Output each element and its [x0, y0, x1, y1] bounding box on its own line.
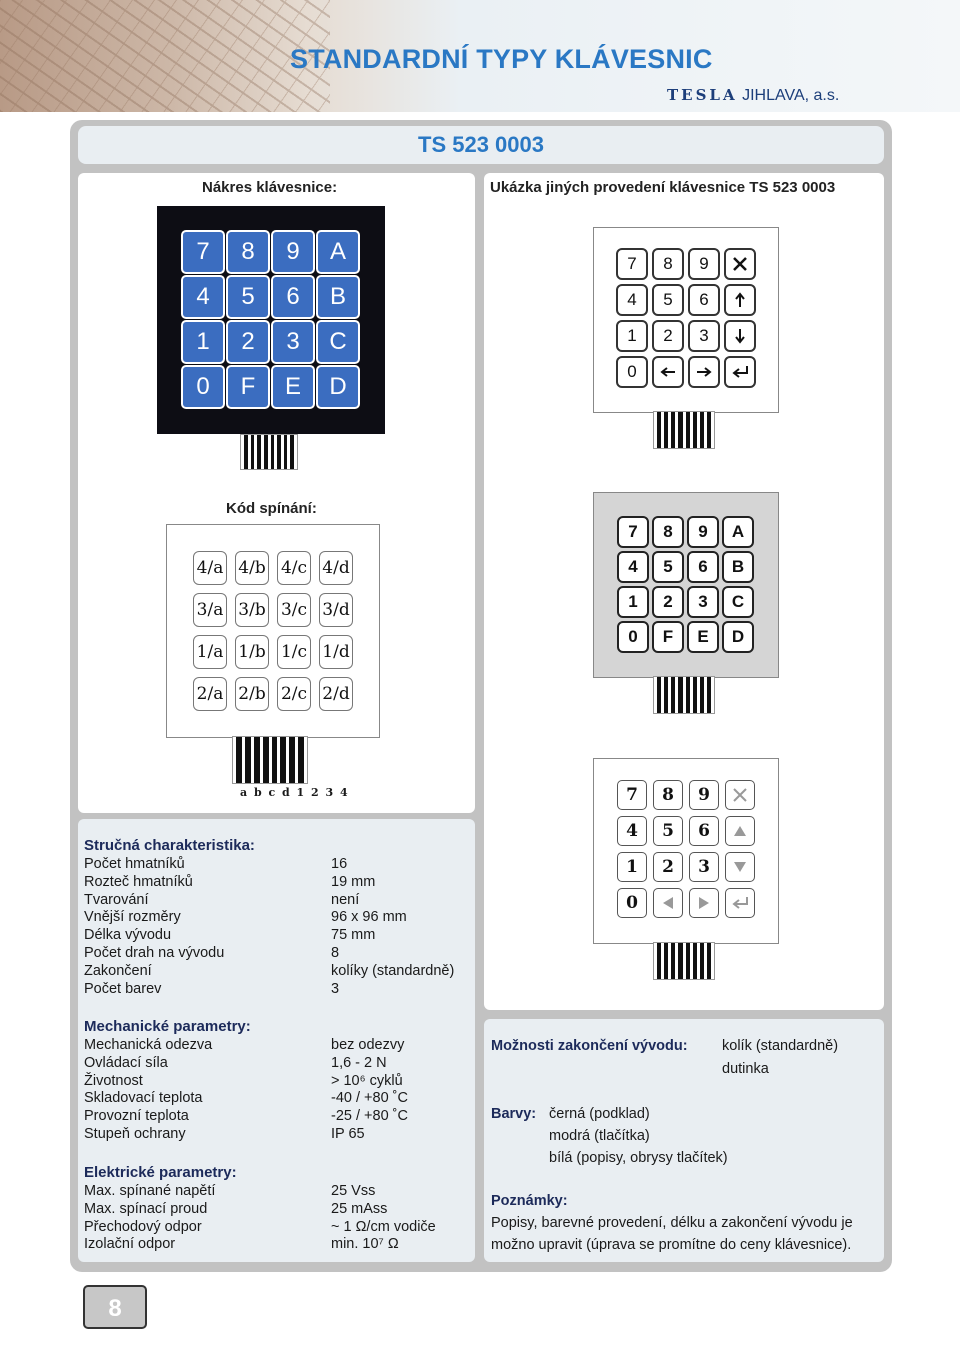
key: 7: [181, 230, 225, 274]
spec-value: 1,6 - 2 N: [331, 1054, 387, 1071]
key: 6: [688, 284, 720, 316]
key: 3/b: [235, 593, 269, 627]
spec-key: Max. spínací proud: [84, 1200, 208, 1217]
switch-code-label: Kód spínání:: [226, 500, 317, 517]
triangle-right-icon: [689, 888, 719, 918]
spec-key: Izolační odpor: [84, 1236, 176, 1253]
spec-row: [84, 980, 464, 998]
key: 4/d: [319, 551, 353, 585]
spec-value: bez odezvy: [331, 1037, 405, 1053]
spec-row: [84, 1089, 464, 1107]
spec-value: 19 mm: [331, 873, 376, 890]
key: 1/d: [319, 635, 353, 669]
spec-value: min. 10⁷ Ω: [331, 1236, 399, 1253]
down-arrow-icon: [724, 320, 756, 352]
key: 6: [687, 551, 719, 583]
key: 5: [652, 551, 684, 583]
key: 8: [652, 248, 684, 280]
header-decoration: [0, 0, 330, 112]
enter-icon: [725, 888, 755, 918]
spec-key: Max. spínané napětí: [84, 1183, 216, 1199]
spec-value: 75 mm: [331, 927, 376, 944]
key: 3: [689, 852, 719, 882]
key: 4/a: [193, 551, 227, 585]
spec-row: [84, 1054, 464, 1072]
keypad-serif-tail: [653, 942, 715, 980]
key: 2/b: [235, 677, 269, 711]
key: 9: [689, 780, 719, 810]
spec-row: [84, 1036, 464, 1054]
key: 5: [653, 816, 683, 846]
brand: [667, 86, 839, 105]
key: 8: [652, 516, 684, 548]
colors-label: Barvy:: [491, 1106, 537, 1122]
spec-row: [84, 962, 464, 980]
spec-key: Přechodový odpor: [84, 1218, 202, 1235]
spec-value: IP 65: [331, 1126, 365, 1142]
key: 1/a: [193, 635, 227, 669]
key: 3/a: [193, 593, 227, 627]
key: 0: [616, 356, 648, 388]
key: 1: [617, 586, 649, 618]
key: 2: [653, 852, 683, 882]
spec-value: > 10⁶ cyklů: [331, 1072, 403, 1089]
key: 3: [687, 586, 719, 618]
key: 0: [617, 888, 647, 918]
keypad-gray-tail: [653, 676, 715, 714]
colors-1: černá (podklad): [549, 1106, 650, 1122]
spec-row: [84, 1218, 464, 1236]
key: F: [226, 365, 270, 409]
brand-name: JIHLAVA, a.s.: [737, 87, 840, 104]
key: 6: [689, 816, 719, 846]
key: 8: [653, 780, 683, 810]
key: 6: [271, 275, 315, 319]
spec-row: [84, 1182, 464, 1200]
keypad-gray: [593, 492, 779, 678]
key: 9: [688, 248, 720, 280]
key: 1/b: [235, 635, 269, 669]
key: D: [316, 365, 360, 409]
spec-value: není: [331, 891, 360, 908]
spec-value: 3: [331, 980, 340, 997]
key: 2: [652, 320, 684, 352]
keypad-codes-tail: [232, 736, 308, 784]
remarks-1: Popisy, barevné provedení, délku a zakončení vývodu je: [491, 1215, 853, 1231]
keypad-arrows: [593, 227, 779, 413]
key: 0: [617, 621, 649, 653]
spec-key: Ovládací síla: [84, 1054, 168, 1071]
keypad-arrows-tail: [653, 411, 715, 449]
right-arrow-icon: [688, 356, 720, 388]
triangle-left-icon: [653, 888, 683, 918]
key: B: [722, 551, 754, 583]
key: C: [722, 586, 754, 618]
spec-row: [84, 855, 464, 873]
elec-title: Elektrické parametry:: [84, 1164, 237, 1181]
spec-row: [84, 1125, 464, 1143]
spec-row: [84, 926, 464, 944]
key: 2/a: [193, 677, 227, 711]
product-code: TS 523 0003: [78, 126, 884, 164]
key: 4: [617, 816, 647, 846]
key: 5: [226, 275, 270, 319]
key: 7: [617, 780, 647, 810]
brand-tesla: TESLA: [667, 86, 738, 104]
key: 7: [617, 516, 649, 548]
key: 3: [271, 320, 315, 364]
key: 3: [688, 320, 720, 352]
spec-value: -25 / +80 ˚C: [331, 1108, 408, 1125]
spec-row: [84, 1200, 464, 1218]
keypad-main: [157, 206, 385, 434]
key: 4/b: [235, 551, 269, 585]
spec-value: 8: [331, 945, 340, 961]
spec-value: 16: [331, 856, 348, 872]
keypad-serif: [593, 758, 779, 944]
keypad-main-tail: [240, 434, 298, 470]
page-number: 8: [83, 1285, 147, 1329]
key: 4: [181, 275, 225, 319]
spec-value: 96 x 96 mm: [331, 909, 407, 926]
key: 1/c: [277, 635, 311, 669]
key: 3/c: [277, 593, 311, 627]
spec-key: Stupeň ochrany: [84, 1126, 186, 1142]
spec-key: Rozteč hmatníků: [84, 873, 193, 890]
spec-value: kolíky (standardně): [331, 962, 455, 979]
key: 8: [226, 230, 270, 274]
key: A: [722, 516, 754, 548]
spec-key: Délka vývodu: [84, 927, 172, 944]
remarks-2: možno upravit (úprava se promítne do ceny klávesnice).: [491, 1237, 852, 1253]
spec-value: 25 mAss: [331, 1200, 388, 1217]
spec-key: Zakončení: [84, 962, 152, 979]
key: A: [316, 230, 360, 274]
spec-row: [84, 1235, 464, 1253]
termination-label: Možnosti zakončení vývodu:: [491, 1038, 688, 1054]
key: 7: [616, 248, 648, 280]
key: 5: [652, 284, 684, 316]
key: E: [271, 365, 315, 409]
up-arrow-icon: [724, 284, 756, 316]
colors-3: bílá (popisy, obrysy tlačítek): [549, 1150, 728, 1166]
brief-title: Stručná charakteristika:: [84, 837, 255, 854]
key: 4: [617, 551, 649, 583]
spec-key: Mechanická odezva: [84, 1037, 213, 1053]
key: B: [316, 275, 360, 319]
spec-key: Počet barev: [84, 980, 162, 997]
x-icon: [724, 248, 756, 280]
key: C: [316, 320, 360, 364]
variants-label: Ukázka jiných provedení klávesnice TS 523 0003: [490, 179, 836, 196]
drawing-label: Nákres klávesnice:: [202, 179, 338, 196]
page-title: STANDARDNÍ TYPY KLÁVESNIC: [290, 44, 713, 74]
key: 2/d: [319, 677, 353, 711]
termination-1: kolík (standardně): [722, 1038, 839, 1054]
key: 2: [652, 586, 684, 618]
key: 9: [271, 230, 315, 274]
key: D: [722, 621, 754, 653]
x-icon: [725, 780, 755, 810]
spec-value: -40 / +80 ˚C: [331, 1090, 408, 1107]
spec-key: Životnost: [84, 1072, 143, 1089]
spec-row: [84, 891, 464, 909]
key: E: [687, 621, 719, 653]
spec-key: Vnější rozměry: [84, 909, 181, 926]
key: 9: [687, 516, 719, 548]
pin-labels: a b c d 1 2 3 4: [240, 786, 350, 799]
spec-value: ~ 1 Ω/cm vodiče: [331, 1218, 436, 1235]
key: 4/c: [277, 551, 311, 585]
triangle-down-icon: [725, 852, 755, 882]
key: 1: [181, 320, 225, 364]
spec-key: Tvarování: [84, 891, 149, 908]
colors-2: modrá (tlačítka): [549, 1128, 650, 1144]
left-arrow-icon: [652, 356, 684, 388]
key: 3/d: [319, 593, 353, 627]
spec-row: [84, 873, 464, 891]
key: 0: [181, 365, 225, 409]
key: 4: [616, 284, 648, 316]
key: 1: [616, 320, 648, 352]
spec-key: Provozní teplota: [84, 1108, 189, 1125]
keypad-switch-codes: [166, 524, 380, 738]
remarks-label: Poznámky:: [491, 1193, 568, 1209]
mech-title: Mechanické parametry:: [84, 1018, 251, 1035]
enter-icon: [724, 356, 756, 388]
termination-2: dutinka: [722, 1061, 769, 1077]
spec-value: 25 Vss: [331, 1183, 376, 1199]
triangle-up-icon: [725, 816, 755, 846]
spec-row: [84, 1107, 464, 1125]
spec-key: Počet drah na vývodu: [84, 945, 225, 961]
spec-key: Počet hmatníků: [84, 856, 185, 872]
spec-row: [84, 908, 464, 926]
key: 2/c: [277, 677, 311, 711]
key: 1: [617, 852, 647, 882]
spec-key: Skladovací teplota: [84, 1090, 203, 1107]
key: F: [652, 621, 684, 653]
key: 2: [226, 320, 270, 364]
spec-row: [84, 1072, 464, 1090]
spec-row: [84, 944, 464, 962]
